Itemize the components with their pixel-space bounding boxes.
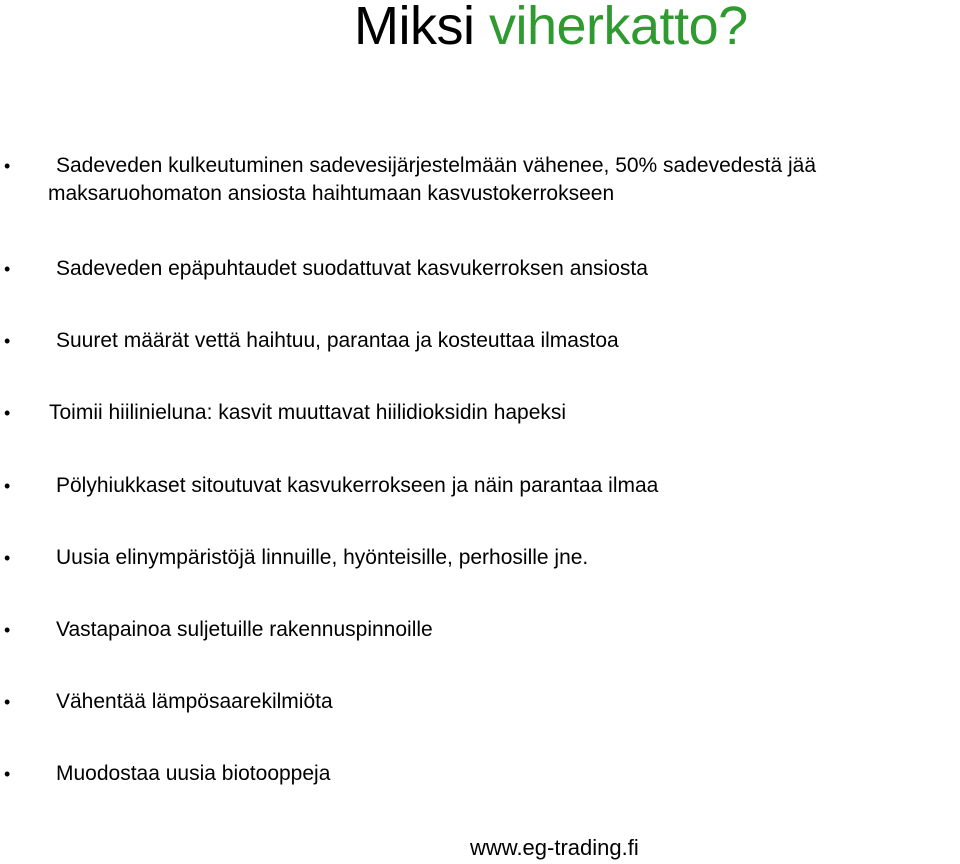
list-item-text: Suuret määrät vettä haihtuu, parantaa ja kosteuttaa ilmastoa: [56, 329, 619, 352]
bullet-icon: •: [4, 764, 11, 784]
bullet-icon: •: [4, 548, 11, 568]
list-item-text: Vastapainoa suljetuille rakennuspinnoille: [56, 618, 433, 641]
bullet-icon: •: [4, 331, 11, 351]
list-item-text: Sadeveden kulkeutuminen sadevesijärjestelmään vähenee, 50% sadevedestä jää maksaruohomaton ansiosta haihtumaan kasvustokerrokseen: [48, 154, 817, 205]
website-url: www.eg-trading.fi: [470, 835, 639, 860]
list-item-text: Pölyhiukkaset sitoutuvat kasvukerrokseen ja näin parantaa ilmaa: [56, 474, 659, 497]
bullet-icon: •: [4, 156, 11, 176]
bullet-icon: •: [4, 692, 11, 712]
list-item-text: Sadeveden epäpuhtaudet suodattuvat kasvukerroksen ansiosta: [56, 257, 648, 280]
bullet-icon: •: [4, 476, 11, 496]
title-part-2-green: viherkatto?: [488, 0, 748, 56]
bullet-icon: •: [4, 259, 11, 279]
list-item-text: Toimii hiilinieluna: kasvit muuttavat hiilidioksidin hapeksi: [49, 401, 567, 424]
bullet-icon: •: [4, 620, 11, 640]
list-item-text: Muodostaa uusia biotooppeja: [56, 762, 331, 785]
list-item-text: Uusia elinympäristöjä linnuille, hyönteisille, perhosille jne.: [56, 546, 589, 569]
bullet-icon: •: [4, 403, 11, 423]
list-item-text: Vähentää lämpösaarekilmiöta: [56, 690, 333, 713]
title-part-1: Miksi: [354, 0, 489, 56]
